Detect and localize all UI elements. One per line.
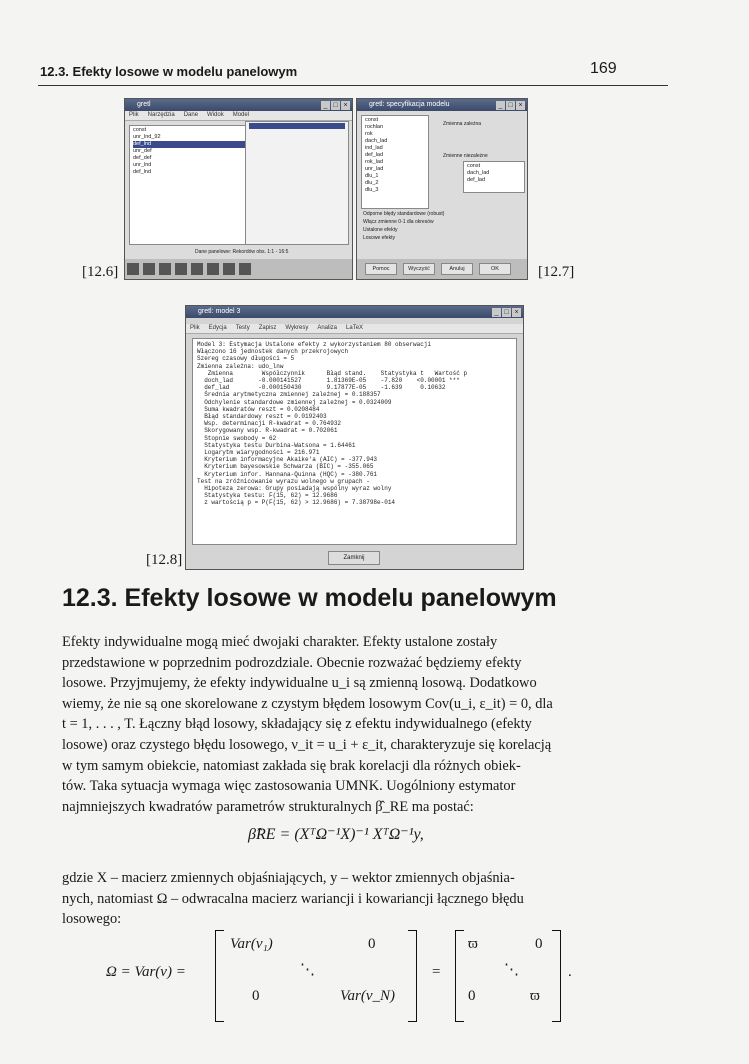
output-line: Hipoteza zerowa: Grupy posiadają wspólny wyraz wolny	[197, 485, 392, 493]
matrix-period: .	[568, 964, 572, 980]
model-menu-dropdown[interactable]	[245, 121, 349, 245]
paragraph-line: losowe. Przyjmujemy, że efekty indywidualne u_i są zmienną losową. Dodatkowo	[62, 675, 537, 692]
menu-file[interactable]: Plik	[129, 112, 139, 118]
maximize-icon[interactable]: □	[506, 101, 515, 110]
window-titlebar: gretl: model 3 _ □ ×	[186, 306, 523, 318]
matrix2-a22: ϖ	[530, 988, 540, 1004]
page-number: 169	[590, 60, 617, 77]
clear-button[interactable]: Wyczyść	[403, 263, 435, 275]
menu-file[interactable]: Plik	[190, 325, 200, 331]
menu-bar	[125, 111, 352, 121]
paragraph-line: nych, natomiast Ω – odwracalna macierz wariancji i kowariancji łącznego błędu	[62, 890, 524, 907]
window-titlebar: gretl _ □ ×	[125, 99, 352, 111]
paragraph-line: w tym samym obiekcie, natomiast zakłada się brak korelacji dla różnych obiek-	[62, 757, 521, 774]
matrix1-a12: 0	[368, 936, 376, 952]
bracket-left-2	[455, 930, 464, 1022]
minimize-icon[interactable]: _	[321, 101, 330, 110]
maximize-icon[interactable]: □	[331, 101, 340, 110]
bracket-left	[215, 930, 224, 1022]
toolbar	[125, 259, 352, 279]
output-line: Zmienna Współczynnik Błąd stand. Statystyka t Wartość p	[197, 369, 468, 377]
toolbar-icon[interactable]	[127, 263, 139, 275]
option-robust[interactable]: Odporne błędy standardowe (robust)	[363, 211, 445, 217]
paragraph-line: t = 1, . . . , T. Łączny błąd losowy, składający się z efektu indywidualnego (efekty	[62, 716, 532, 733]
header-rule	[38, 85, 668, 86]
menu-latex[interactable]: LaTeX	[346, 325, 364, 331]
dialog-buttons	[357, 259, 527, 279]
output-line: Błąd standardowy reszt = 0.0192403	[197, 413, 327, 421]
minimize-icon[interactable]: _	[496, 101, 505, 110]
ok-button[interactable]: OK	[479, 263, 511, 275]
section-title: 12.3. Efekty losowe w modelu panelowym	[62, 584, 557, 612]
paragraph-line: tów. Taka sytuacja wymaga więc zastosowania UMNK. Uogólniony estymator	[62, 778, 516, 795]
screenshot-model-spec	[356, 98, 528, 280]
close-button[interactable]: Zamknij	[328, 551, 380, 565]
output-line: Kryterium bayesowskie Schwarza (BIC) = -355.065	[197, 463, 374, 471]
matrix1-a22: Var(v_N)	[340, 988, 395, 1004]
independent-variables-list[interactable]: const dach_lad def_lad	[463, 161, 525, 193]
matrix1-dots: ⋱	[300, 962, 315, 978]
matrix2-dots: ⋱	[504, 962, 519, 978]
menu-edit[interactable]: Edycja	[208, 325, 227, 331]
output-line: Statystyka testu: F(15, 62) = 12.9686	[197, 492, 338, 500]
menu-save[interactable]: Zapisz	[258, 325, 277, 331]
help-button[interactable]: Pomoc	[365, 263, 397, 275]
matrix1-a11: Var(ν₁)	[230, 936, 273, 952]
screenshot-gretl-main	[124, 98, 353, 280]
cancel-button[interactable]: Anuluj	[441, 263, 473, 275]
output-line: Kryterium informacyjne Akaike'a (AIC) = -377.943	[197, 456, 378, 464]
output-line: Skorygowany wsp. R-kwadrat = 0.702061	[197, 427, 338, 435]
model-output-text[interactable]	[192, 338, 517, 545]
output-line: doch_lad -0.000141527 1.81369E-05 -7.820 <0.00001 ***	[197, 377, 460, 385]
toolbar-icon[interactable]	[159, 263, 171, 275]
menu-bar	[186, 324, 523, 334]
output-line: Wsp. determinacji R-kwadrat = 0.764932	[197, 420, 342, 428]
menu-graphs[interactable]: Wykresy	[285, 325, 309, 331]
output-line: Szereg czasowy długości = 5	[197, 355, 295, 363]
independent-label: Zmienne niezależne	[443, 153, 488, 159]
available-variables-list[interactable]: const rochlan rok dach_lad ind_lad def_lad rok_lad unr_lad dlu_1 dlu_2 dlu_3	[361, 115, 429, 209]
paragraph-line: Efekty indywidualne mogą mieć dwojaki charakter. Efekty ustalone zostały	[62, 634, 498, 650]
close-icon[interactable]: ×	[512, 308, 521, 317]
output-line: z wartością p = P(F(15, 62) > 12.9686) = 7.38798e-014	[197, 499, 396, 507]
menu-tools[interactable]: Narzędzia	[147, 112, 175, 118]
toolbar-icon[interactable]	[191, 263, 203, 275]
output-line: Kryterium infor. Hannana-Quinna (HQC) = -380.761	[197, 470, 378, 478]
matrix2-a11: ϖ	[468, 936, 478, 952]
output-line: Zmienna zależna: udo_lnw	[197, 362, 284, 370]
minimize-icon[interactable]: _	[492, 308, 501, 317]
figure-caption-12-8: [12.8]	[146, 552, 183, 568]
paragraph-line: przedstawione w poprzednim podrozdziale. Obecnie rozważać będziemy efekty	[62, 654, 522, 671]
close-icon[interactable]: ×	[516, 101, 525, 110]
figure-caption-12-7: [12.7]	[538, 264, 575, 280]
variable-list[interactable]: const unr_lnd_92 def_lnd unr_def def_def unr_lnd def_lnd	[129, 125, 257, 245]
matrix-lhs: Ω = Var(ν) =	[106, 964, 186, 980]
output-line: Logarytm wiarygodności = 216.971	[197, 449, 320, 457]
paragraph-line: losowe) oraz czystego błędu losowego, ν_it = u_i + ε_it, charakteryzuje się korelacją	[62, 737, 552, 753]
output-line: Statystyka testu Durbina-Watsona = 1.64461	[197, 441, 356, 449]
paragraph-line: najmniejszych kwadratów parametrów strukturalnych β̂_RE ma postać:	[62, 798, 474, 815]
option-time-dummies[interactable]: Włącz zmienne 0-1 dla okresów	[363, 219, 434, 225]
matrix2-a21: 0	[468, 988, 476, 1004]
maximize-icon[interactable]: □	[502, 308, 511, 317]
output-line: Suma kwadratów reszt = 0.0208484	[197, 405, 320, 413]
status-text: Dane panelowe: Rekordów obs. 1:1 - 16:5	[195, 249, 289, 255]
paragraph-line: gdzie X – macierz zmiennych objaśniających, y – wektor zmiennych objaśnia-	[62, 870, 515, 886]
window-titlebar: gretl: specyfikacja modelu _ □ ×	[357, 99, 527, 111]
screenshot-model-output	[185, 305, 524, 570]
toolbar-icon[interactable]	[239, 263, 251, 275]
paragraph-line: losowego:	[62, 911, 122, 928]
menu-data[interactable]: Dane	[183, 112, 199, 118]
output-line: Model 3: Estymacja Ustalone efekty z wykorzystaniem 80 obserwacji	[197, 341, 432, 348]
option-random-effects[interactable]: Losowe efekty	[363, 235, 395, 241]
option-fixed-effects[interactable]: Ustalone efekty	[363, 227, 398, 233]
matrix2-a12: 0	[535, 936, 543, 952]
close-icon[interactable]: ×	[341, 101, 350, 110]
menu-view[interactable]: Widok	[207, 112, 224, 118]
paragraph-line: wiemy, że nie są one skorelowane z czystym błędem losowym Cov(u_i, ε_it) = 0, dla	[62, 695, 553, 712]
figure-caption-12-6: [12.6]	[82, 264, 119, 280]
menu-model[interactable]: Model	[232, 112, 250, 118]
output-line: Test na zróżnicowanie wyrazu wolnego w grupach -	[197, 477, 370, 485]
toolbar-icon[interactable]	[175, 263, 187, 275]
output-line: Włączono 16 jednostek danych przekrojowych	[197, 348, 349, 356]
matrix-equals: =	[432, 964, 441, 980]
output-line: def_lad -0.000150430 9.17877E-05 -1.639 0.10632	[197, 384, 446, 392]
dependent-label: Zmienna zależna	[443, 121, 482, 127]
matrix1-a21: 0	[252, 988, 260, 1004]
bracket-right	[408, 930, 417, 1022]
gls-estimator-formula: β̂RE = (XᵀΩ⁻¹X)⁻¹ XᵀΩ⁻¹y,	[248, 826, 424, 843]
output-line: Stopnie swobody = 62	[197, 434, 277, 442]
toolbar-icon[interactable]	[143, 263, 155, 275]
bracket-right-2	[552, 930, 561, 1022]
output-line: Średnia arytmetyczna zmiennej zależnej = 0.188357	[197, 391, 381, 399]
toolbar-icon[interactable]	[207, 263, 219, 275]
running-header: 12.3. Efekty losowe w modelu panelowym	[40, 64, 298, 79]
output-line: Odchylenie standardowe zmiennej zależnej = 0.0324009	[197, 398, 392, 406]
toolbar-icon[interactable]	[223, 263, 235, 275]
menu-analysis[interactable]: Analiza	[317, 325, 338, 331]
menu-tests[interactable]: Testy	[235, 325, 250, 331]
